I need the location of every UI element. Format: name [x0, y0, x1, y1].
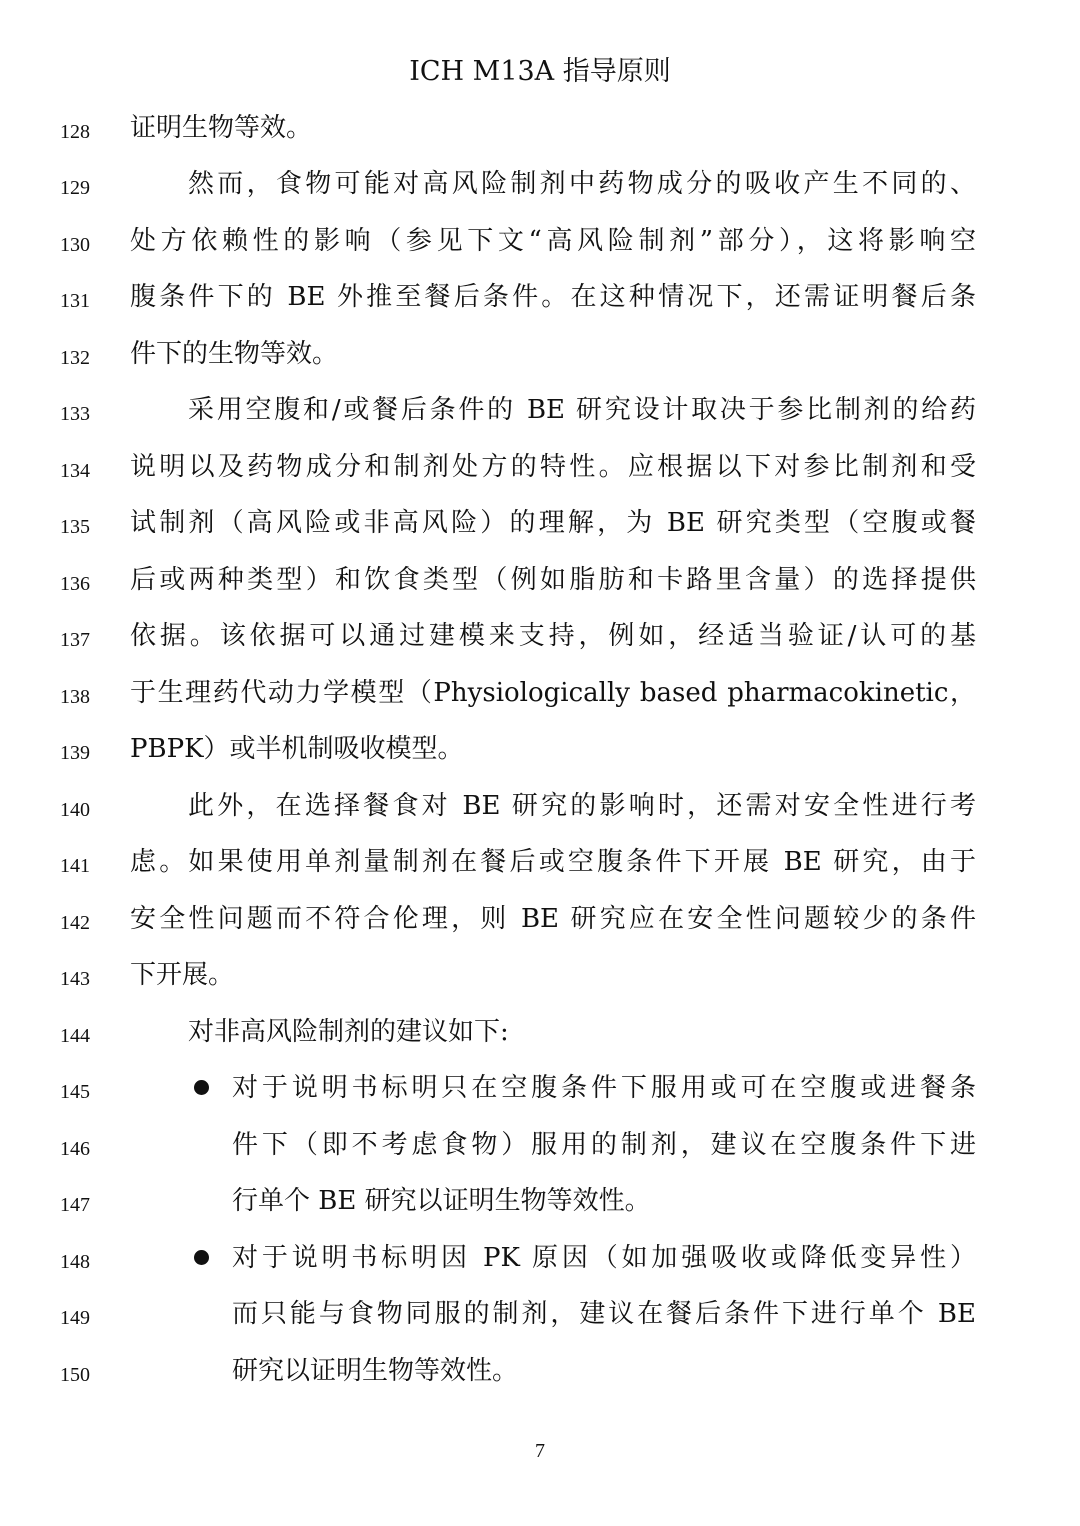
line-text: 证明生物等效。	[130, 113, 313, 143]
line-number: 147	[60, 1194, 90, 1216]
running-header: ICH M13A 指导原则	[409, 56, 671, 87]
line-text: 于生理药代动力学模型（Physiologically based pharmacokinetic，	[130, 678, 976, 708]
line-number: 135	[60, 516, 90, 538]
line-number: 139	[60, 742, 90, 764]
text-line-133	[0, 390, 1080, 430]
line-number: 131	[60, 290, 90, 312]
line-number: 144	[60, 1025, 90, 1047]
text-line-148	[0, 1238, 1080, 1278]
text-line-136	[0, 560, 1080, 600]
line-number: 138	[60, 686, 90, 708]
line-text: 安全性问题而不符合伦理，则 BE 研究应在安全性问题较少的条件	[130, 904, 976, 934]
bullet-icon	[194, 1080, 209, 1095]
text-line-149	[0, 1294, 1080, 1334]
line-number: 140	[60, 799, 90, 821]
page-number: 7	[535, 1440, 545, 1462]
text-line-140	[0, 786, 1080, 826]
line-text: 后或两种类型）和饮食类型（例如脂肪和卡路里含量）的选择提供	[130, 565, 976, 595]
line-number: 133	[60, 403, 90, 425]
line-text: 说明以及药物成分和制剂处方的特性。应根据以下对参比制剂和受	[130, 452, 976, 482]
line-number: 150	[60, 1364, 90, 1386]
line-number: 130	[60, 234, 90, 256]
line-text: 采用空腹和/或餐后条件的 BE 研究设计取决于参比制剂的给药	[188, 395, 976, 425]
text-line-135	[0, 503, 1080, 543]
line-text: PBPK）或半机制吸收模型。	[130, 734, 464, 764]
text-line-138	[0, 673, 1080, 713]
line-number: 128	[60, 121, 90, 143]
text-line-131	[0, 277, 1080, 317]
line-number: 134	[60, 460, 90, 482]
line-text: 对于说明书标明只在空腹条件下服用或可在空腹或进餐条	[232, 1073, 976, 1103]
text-line-132	[0, 334, 1080, 374]
bullet-icon	[194, 1250, 209, 1265]
text-line-134	[0, 447, 1080, 487]
line-text: 对于说明书标明因 PK 原因（如加强吸收或降低变异性）	[232, 1243, 976, 1273]
text-line-147	[0, 1181, 1080, 1221]
text-line-137	[0, 616, 1080, 656]
line-text: 下开展。	[130, 960, 235, 990]
text-line-146	[0, 1125, 1080, 1165]
line-number: 143	[60, 968, 90, 990]
line-text: 对非高风险制剂的建议如下:	[188, 1017, 509, 1047]
text-line-141	[0, 842, 1080, 882]
line-text: 虑。如果使用单剂量制剂在餐后或空腹条件下开展 BE 研究，由于	[130, 847, 976, 877]
text-line-128	[0, 108, 1080, 148]
line-text: 研究以证明生物等效性。	[232, 1356, 519, 1386]
text-line-144	[0, 1012, 1080, 1052]
line-text: 然而，食物可能对高风险制剂中药物成分的吸收产生不同的、	[188, 169, 976, 199]
line-number: 141	[60, 855, 90, 877]
text-line-150	[0, 1351, 1080, 1391]
text-line-129	[0, 164, 1080, 204]
line-number: 146	[60, 1138, 90, 1160]
line-text: 此外，在选择餐食对 BE 研究的影响时，还需对安全性进行考	[188, 791, 976, 821]
line-number: 136	[60, 573, 90, 595]
line-text: 而只能与食物同服的制剂，建议在餐后条件下进行单个 BE	[232, 1299, 976, 1329]
line-text: 试制剂（高风险或非高风险）的理解，为 BE 研究类型（空腹或餐	[130, 508, 976, 538]
line-number: 148	[60, 1251, 90, 1273]
line-text: 腹条件下的 BE 外推至餐后条件。在这种情况下，还需证明餐后条	[130, 282, 976, 312]
line-number: 149	[60, 1307, 90, 1329]
text-line-145	[0, 1068, 1080, 1108]
line-text: 处方依赖性的影响（参见下文“高风险制剂”部分），这将影响空	[130, 226, 976, 256]
text-line-143	[0, 955, 1080, 995]
text-line-142	[0, 899, 1080, 939]
text-line-139	[0, 729, 1080, 769]
line-number: 129	[60, 177, 90, 199]
text-line-130	[0, 221, 1080, 261]
line-number: 145	[60, 1081, 90, 1103]
line-number: 142	[60, 912, 90, 934]
line-text: 件下的生物等效。	[130, 339, 339, 369]
line-text: 行单个 BE 研究以证明生物等效性。	[232, 1186, 651, 1216]
line-text: 件下（即不考虑食物）服用的制剂，建议在空腹条件下进	[232, 1130, 976, 1160]
line-number: 132	[60, 347, 90, 369]
line-number: 137	[60, 629, 90, 651]
line-text: 依据。该依据可以通过建模来支持，例如，经适当验证/认可的基	[130, 621, 976, 651]
